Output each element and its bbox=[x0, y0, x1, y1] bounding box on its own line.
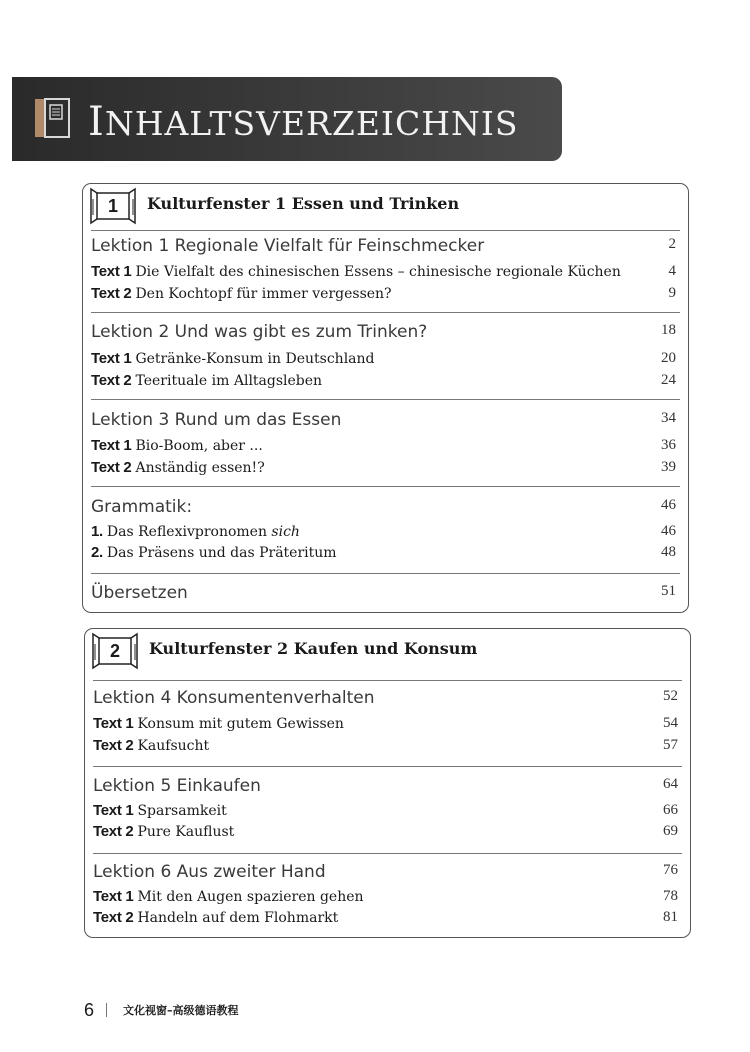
grammar-entry[interactable]: 2. Das Präsens und das Präteritum 48 bbox=[91, 544, 676, 561]
page-number: 20 bbox=[661, 350, 676, 366]
lektion-3[interactable]: Lektion 3 Rund um das Essen 34 bbox=[91, 410, 676, 430]
lektion-2[interactable]: Lektion 2 Und was gibt es zum Trinken? 18 bbox=[91, 322, 676, 342]
text-entry[interactable]: Text 1 Konsum mit gutem Gewissen 54 bbox=[93, 715, 678, 732]
text-entry[interactable]: Text 1 Getränke-Konsum in Deutschland 20 bbox=[91, 350, 676, 367]
page-footer bbox=[84, 1000, 239, 1021]
toc-banner bbox=[12, 77, 562, 161]
page-number: 46 bbox=[661, 497, 676, 513]
text-entry[interactable]: Text 2 Teerituale im Alltagsleben 24 bbox=[91, 372, 676, 389]
page-number: 36 bbox=[661, 437, 676, 453]
section-kulturfenster-1 bbox=[82, 183, 689, 613]
lektion-1[interactable]: Lektion 1 Regionale Vielfalt für Feinschmecker 2 bbox=[91, 236, 676, 256]
divider bbox=[93, 853, 682, 854]
book-icon bbox=[34, 97, 78, 139]
footer-page-number: 6 bbox=[84, 1000, 95, 1020]
text-entry[interactable]: Text 2 Pure Kauflust 69 bbox=[93, 823, 678, 840]
page-number: 64 bbox=[663, 776, 678, 792]
page-number: 2 bbox=[668, 236, 676, 252]
divider bbox=[91, 399, 680, 400]
text-entry[interactable]: Text 2 Kaufsucht 57 bbox=[93, 737, 678, 754]
page-title: INHALTSVERZEICHNIS bbox=[88, 99, 519, 145]
page-number: 9 bbox=[668, 285, 676, 301]
page-number: 52 bbox=[663, 688, 678, 704]
section-header bbox=[85, 629, 690, 675]
page-number: 76 bbox=[663, 862, 678, 878]
page-number: 24 bbox=[661, 372, 676, 388]
divider bbox=[91, 230, 680, 231]
divider bbox=[91, 486, 680, 487]
divider bbox=[93, 680, 682, 681]
footer-separator bbox=[106, 1003, 107, 1017]
page-number: 48 bbox=[661, 544, 676, 560]
uebersetzen[interactable]: Übersetzen 51 bbox=[91, 583, 676, 603]
section-kulturfenster-2 bbox=[84, 628, 691, 938]
page-number: 81 bbox=[663, 909, 678, 925]
lektion-5[interactable]: Lektion 5 Einkaufen 64 bbox=[93, 776, 678, 796]
divider bbox=[91, 312, 680, 313]
page-number: 51 bbox=[661, 583, 676, 599]
footer-book-title: 文化视窗–高级德语教程 bbox=[123, 1004, 239, 1017]
text-entry[interactable]: Text 1 Bio-Boom, aber ... 36 bbox=[91, 437, 676, 454]
section-title: Kulturfenster 2 Kaufen und Konsum bbox=[149, 639, 478, 658]
page-number: 54 bbox=[663, 715, 678, 731]
section-header bbox=[83, 184, 688, 230]
window-icon bbox=[89, 187, 137, 225]
divider bbox=[91, 573, 680, 574]
page-number: 18 bbox=[661, 322, 676, 338]
divider bbox=[93, 766, 682, 767]
window-icon bbox=[91, 632, 139, 670]
page-number: 39 bbox=[661, 459, 676, 475]
lektion-4[interactable]: Lektion 4 Konsumentenverhalten 52 bbox=[93, 688, 678, 708]
text-entry[interactable]: Text 1 Sparsamkeit 66 bbox=[93, 802, 678, 819]
section-number: 1 bbox=[107, 196, 118, 216]
text-entry[interactable]: Text 2 Handeln auf dem Flohmarkt 81 bbox=[93, 909, 678, 926]
lektion-6[interactable]: Lektion 6 Aus zweiter Hand 76 bbox=[93, 862, 678, 882]
grammatik[interactable]: Grammatik: 46 bbox=[91, 497, 676, 517]
page-number: 57 bbox=[663, 737, 678, 753]
page-number: 78 bbox=[663, 888, 678, 904]
grammar-entry[interactable]: 1. Das Reflexivpronomen sich 46 bbox=[91, 523, 676, 540]
text-entry[interactable]: Text 2 Anständig essen!? 39 bbox=[91, 459, 676, 476]
text-entry[interactable]: Text 2 Den Kochtopf für immer vergessen? 9 bbox=[91, 285, 676, 302]
page-number: 69 bbox=[663, 823, 678, 839]
section-title: Kulturfenster 1 Essen und Trinken bbox=[147, 194, 460, 213]
page-number: 34 bbox=[661, 410, 676, 426]
text-entry[interactable]: Text 1 Mit den Augen spazieren gehen 78 bbox=[93, 888, 678, 905]
page-number: 66 bbox=[663, 802, 678, 818]
page-number: 4 bbox=[668, 263, 676, 279]
page-number: 46 bbox=[661, 523, 676, 539]
section-number: 2 bbox=[109, 641, 120, 661]
text-entry[interactable]: Text 1 Die Vielfalt des chinesischen Essens – chinesische regionale Küchen 4 bbox=[91, 263, 676, 280]
